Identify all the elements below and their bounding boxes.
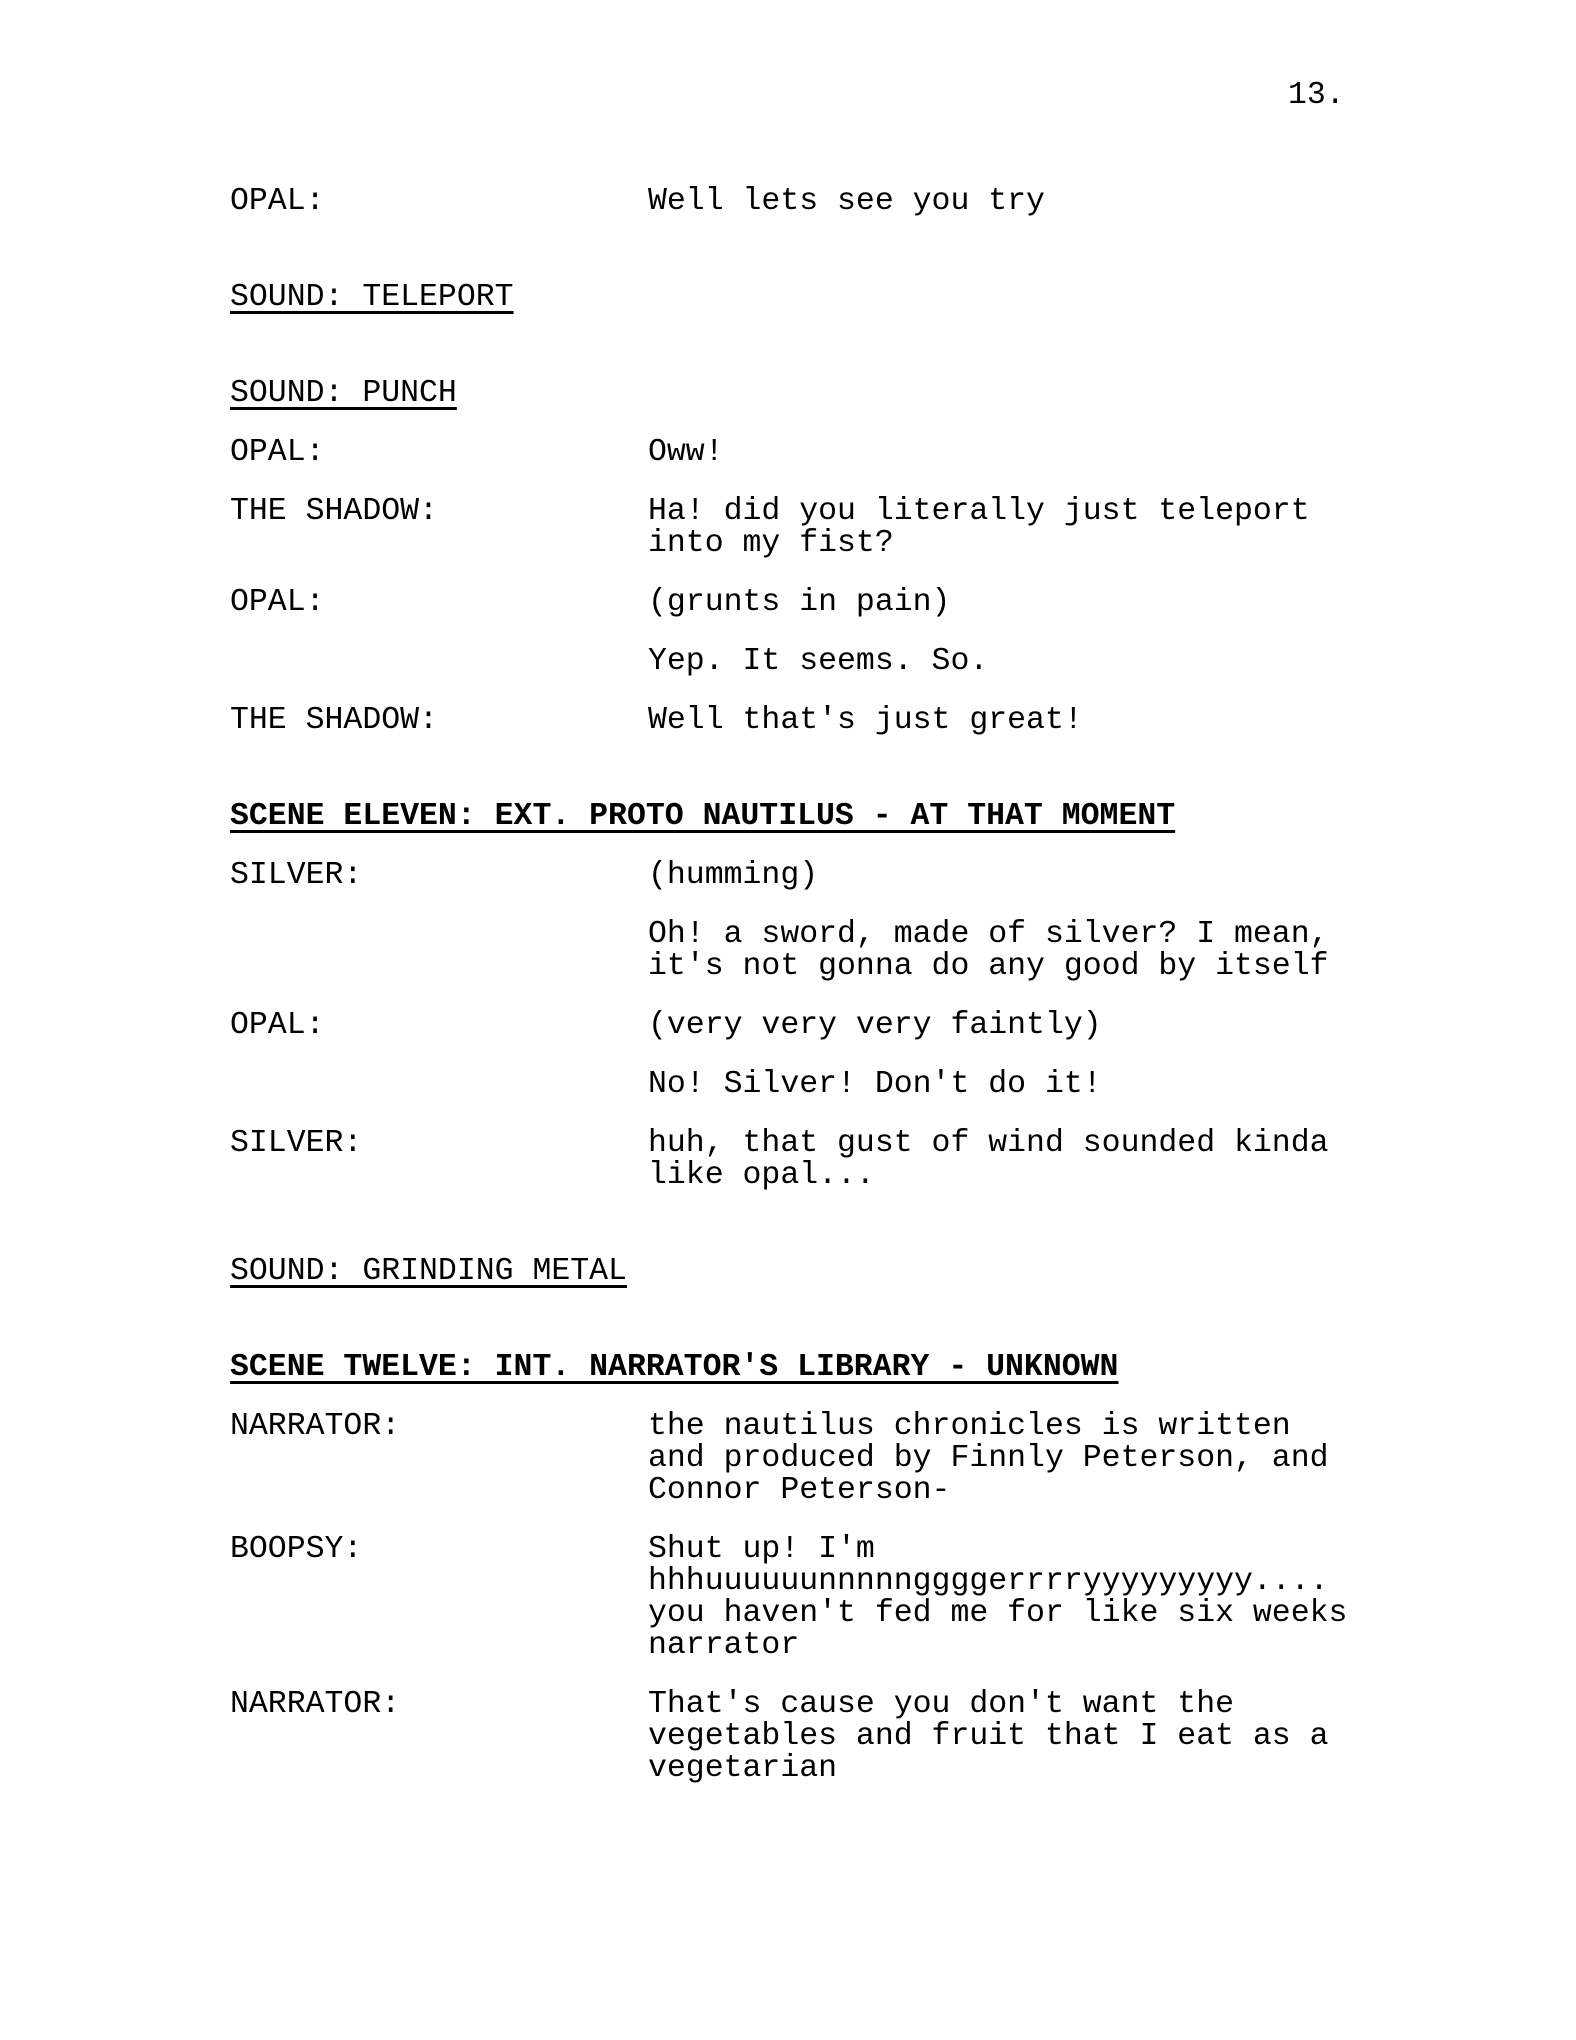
dialogue-row [230, 1010, 1410, 1042]
dialogue-line: No! Silver! Don't do it! [648, 1067, 1102, 1102]
dialogue-continuation-row [230, 919, 1410, 983]
dialogue-lines [648, 1010, 1363, 1042]
dialogue-lines [648, 646, 1363, 678]
sound-cue: SOUND: GRINDING METAL [230, 1254, 627, 1289]
dialogue-line: hhhuuuuuunnnnnggggerrrryyyyyyyyy.... [648, 1564, 1329, 1599]
dialogue-line: narrator [648, 1628, 800, 1663]
dialogue-line: Connor Peterson- [648, 1473, 951, 1508]
sound-cue-row [230, 282, 1410, 314]
speaker-name: OPAL: [230, 184, 325, 219]
dialogue-line: it's not gonna do any good by itself [648, 949, 1329, 984]
dialogue-continuation-row [230, 646, 1410, 678]
dialogue-row [230, 1534, 1410, 1662]
dialogue-row [230, 860, 1410, 892]
dialogue-lines [648, 496, 1363, 560]
dialogue-lines [648, 1069, 1363, 1101]
parenthetical-line: (humming) [648, 858, 819, 893]
dialogue-lines [648, 186, 1363, 218]
dialogue-row [230, 496, 1410, 560]
parenthetical-line: (very very very faintly) [648, 1008, 1102, 1043]
dialogue-continuation-row [230, 1069, 1410, 1101]
dialogue-line: Ha! did you literally just teleport [648, 494, 1310, 529]
speaker-name: SILVER: [230, 858, 363, 893]
dialogue-line: you haven't fed me for like six weeks [648, 1596, 1348, 1631]
dialogue-line: Oww! [648, 435, 724, 470]
sound-cue: SOUND: TELEPORT [230, 280, 514, 315]
scene-heading-row [230, 1352, 1410, 1384]
dialogue-row [230, 1689, 1410, 1785]
dialogue-line: Shut up! I'm [648, 1532, 875, 1567]
dialogue-line: huh, that gust of wind sounded kinda [648, 1126, 1329, 1161]
scene-heading: SCENE ELEVEN: EXT. PROTO NAUTILUS - AT THAT MOMENT [230, 799, 1176, 834]
sound-cue: SOUND: PUNCH [230, 376, 457, 411]
dialogue-lines [648, 437, 1363, 469]
dialogue-line: and produced by Finnly Peterson, and [648, 1441, 1329, 1476]
dialogue-row [230, 587, 1410, 619]
dialogue-lines [648, 1128, 1363, 1192]
dialogue-row [230, 1411, 1410, 1507]
dialogue-line: into my fist? [648, 526, 894, 561]
dialogue-row [230, 437, 1410, 469]
parenthetical-line: (grunts in pain) [648, 585, 951, 620]
speaker-name: THE SHADOW: [230, 703, 438, 738]
scene-heading: SCENE TWELVE: INT. NARRATOR'S LIBRARY - UNKNOWN [230, 1350, 1119, 1385]
speaker-name: THE SHADOW: [230, 494, 438, 529]
sound-cue-row [230, 378, 1410, 410]
dialogue-line: Well that's just great! [648, 703, 1083, 738]
dialogue-lines [648, 860, 1363, 892]
dialogue-line: vegetables and fruit that I eat as a [648, 1719, 1329, 1754]
dialogue-row [230, 1128, 1410, 1192]
dialogue-line: Oh! a sword, made of silver? I mean, [648, 917, 1329, 952]
dialogue-lines [648, 705, 1363, 737]
speaker-name: NARRATOR: [230, 1409, 401, 1444]
speaker-name: SILVER: [230, 1126, 363, 1161]
dialogue-lines [648, 1534, 1363, 1662]
script-body [230, 186, 1410, 1785]
sound-cue-row [230, 1256, 1410, 1288]
dialogue-row [230, 705, 1410, 737]
dialogue-row [230, 186, 1410, 218]
dialogue-lines [648, 919, 1363, 983]
scene-heading-row [230, 801, 1410, 833]
dialogue-line: Yep. It seems. So. [648, 644, 989, 679]
dialogue-lines [648, 1689, 1363, 1785]
dialogue-line: Well lets see you try [648, 184, 1045, 219]
page-number: 13. [1288, 78, 1345, 113]
speaker-name: OPAL: [230, 435, 325, 470]
dialogue-line: the nautilus chronicles is written [648, 1409, 1291, 1444]
speaker-name: NARRATOR: [230, 1687, 401, 1722]
speaker-name: OPAL: [230, 585, 325, 620]
dialogue-line: That's cause you don't want the [648, 1687, 1234, 1722]
dialogue-line: like opal... [648, 1158, 875, 1193]
dialogue-lines [648, 1411, 1363, 1507]
speaker-name: BOOPSY: [230, 1532, 363, 1567]
dialogue-line: vegetarian [648, 1751, 838, 1786]
dialogue-lines [648, 587, 1363, 619]
speaker-name: OPAL: [230, 1008, 325, 1043]
